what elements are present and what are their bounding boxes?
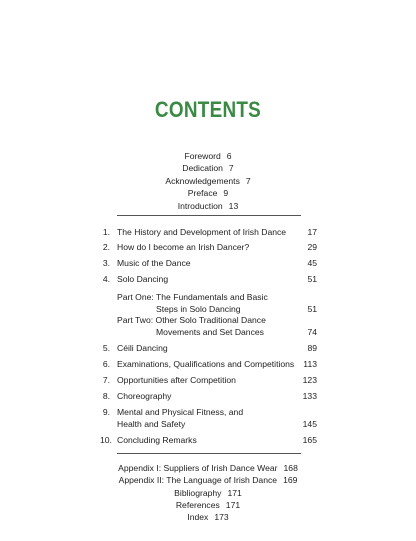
entry-page: 113 <box>303 359 317 369</box>
entry-label: Music of the Dance <box>117 258 191 268</box>
front-matter-list <box>0 150 416 212</box>
entry-label: Introduction <box>177 200 223 211</box>
entry-page: 133 <box>302 391 317 401</box>
entry-label-line2: Movements and Set Dances <box>156 326 264 337</box>
entry-page: 171 <box>225 499 241 510</box>
entry-label: Foreword <box>184 151 221 161</box>
toc-entry-chapter-9[interactable] <box>100 407 317 430</box>
chapter-number: 6. <box>102 359 110 369</box>
entry-page: 171 <box>227 487 242 498</box>
entry-label: Solo Dancing <box>117 274 169 284</box>
entry-page: 89 <box>307 343 317 353</box>
entry-page: 51 <box>307 274 317 284</box>
entry-page: 165 <box>302 435 317 445</box>
entry-page: 173 <box>214 512 229 523</box>
entry-page: 17 <box>307 227 317 237</box>
entry-label: Preface <box>187 188 218 199</box>
entry-label: Céili Dancing <box>117 343 168 353</box>
toc-entry-foreword[interactable] <box>0 150 416 162</box>
entry-page: 13 <box>228 200 239 211</box>
entry-page: 123 <box>302 375 317 385</box>
entry-label: References <box>175 499 220 510</box>
toc-entry-dedication[interactable] <box>0 162 416 174</box>
entry-page: 169 <box>283 475 298 486</box>
page-title: CONTENTS <box>154 97 262 122</box>
chapter-number: 4. <box>102 274 110 284</box>
chapter-number: 10. <box>100 435 112 445</box>
divider-bottom <box>117 453 301 454</box>
entry-label: Bibliography <box>174 487 222 498</box>
entry-label-line1: Part Two: Other Solo Traditional Dance <box>117 315 266 325</box>
entry-page: 145 <box>302 418 317 429</box>
chapter-number: 8. <box>102 391 110 401</box>
toc-entry-introduction[interactable] <box>0 200 416 212</box>
toc-entry-appendix-1[interactable] <box>0 462 416 474</box>
chapter-number: 3. <box>102 258 110 268</box>
back-matter-list <box>0 462 416 523</box>
toc-entry-appendix-2[interactable] <box>0 474 416 486</box>
entry-label: How do I become an Irish Dancer? <box>117 242 250 252</box>
toc-entry-acknowledgements[interactable] <box>0 175 416 187</box>
entry-page: 45 <box>307 258 317 268</box>
toc-entry-references[interactable] <box>0 499 416 511</box>
entry-label: Examinations, Qualifications and Competitions <box>117 359 295 369</box>
toc-entry-preface[interactable] <box>0 187 416 199</box>
entry-label: Appendix I: Suppliers of Irish Dance Wear <box>118 463 278 473</box>
entry-label: Concluding Remarks <box>117 435 197 445</box>
entry-label-line2: Steps in Solo Dancing <box>156 303 241 314</box>
entry-label: Dedication <box>182 163 223 174</box>
toc-entry-index[interactable] <box>0 511 416 523</box>
entry-label-line1: Part One: The Fundamentals and Basic <box>117 292 268 302</box>
entry-page: 29 <box>307 242 317 252</box>
entry-label: Index <box>187 512 209 523</box>
chapter-number: 2. <box>102 242 110 252</box>
chapter-number: 5. <box>102 343 110 353</box>
entry-page: 168 <box>283 463 298 473</box>
chapter-number: 7. <box>102 375 110 385</box>
divider-top <box>117 215 301 216</box>
entry-label: Opportunities after Competition <box>117 375 236 385</box>
entry-label: Appendix II: The Language of Irish Dance <box>118 475 278 486</box>
entry-page: 51 <box>307 303 317 314</box>
entry-label-line1: Mental and Physical Fitness, and <box>117 407 244 417</box>
toc-entry-part-two[interactable] <box>100 315 317 338</box>
entry-page: 9 <box>223 188 229 199</box>
entry-page: 74 <box>307 326 317 337</box>
toc-entry-part-one[interactable] <box>100 292 317 315</box>
entry-label: Choreography <box>117 391 172 401</box>
entry-label-line2: Health and Safety <box>117 418 186 429</box>
entry-page: 6 <box>226 151 232 161</box>
entry-label: Acknowledgements <box>165 175 240 186</box>
entry-page: 7 <box>228 163 234 174</box>
entry-page: 7 <box>245 175 251 186</box>
entry-label: The History and Development of Irish Dance <box>117 227 287 237</box>
chapter-number: 1. <box>102 227 110 237</box>
toc-entry-bibliography[interactable] <box>0 487 416 499</box>
chapter-number: 9. <box>102 407 110 417</box>
